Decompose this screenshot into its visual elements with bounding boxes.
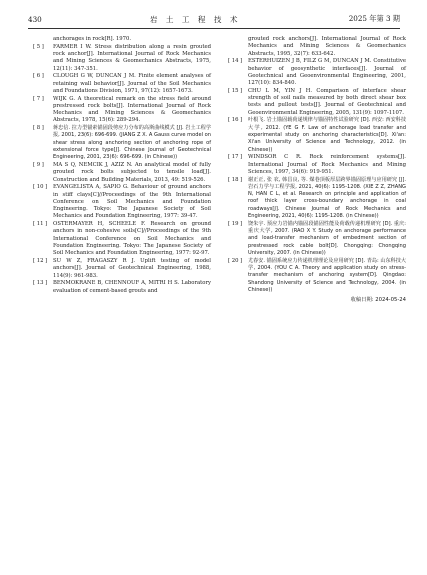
reference-text: BENMOKRANE B, CHENNOUF A, MITRI H S. Laboratory evaluation of cement-based grouts and [53,280,211,294]
reference-text: WINDSOR C R. Rock reinforcement systems[J]. International Journal of Rock Mechanics and Mining Sciences, 1997, 34(6): 919-951. [248,154,406,175]
reference-entry [228,177,406,221]
reference-text: OSTERMAYER H, SCHEELE F. Research on ground anchors in non-cohesive soils[C]//Proceedings of the 9th International Conference on Soil Mechanics and Foundation Engineering. Tokyo: The Japanese Society of Soil Mechanics and Foundation Engineering, 1977: 92-97. [53,221,211,257]
reference-text: FARMER I W. Stress distribution along a resin grouted rock anchor[J]. International Journal of Rock Mechanics and Mining Sciences & Geomechanics Abstracts, 1975, 12(11): 347-351. [53,43,211,72]
left-reference-column [33,36,211,295]
reference-number: [ 19 ] [228,220,243,227]
header-rule [28,28,400,29]
reference-number: [ 20 ] [228,257,243,264]
page-header [28,12,400,26]
reference-entry [33,96,211,125]
reference-text: 谢正正, 张 农, 韩昌良, 等. 煤巷顶板厚层跨界锚固原理与应用研究 [J]. 岩石力学与工程学报, 2021, 40(6): 1195-1208. (XIE Z Z, ZHANG N, HAN C L, et al. Research on principle and application of roof thick layer cross-boundary anchorage in coal roadways[J]. Chinese Journal of Rock Mechanics and Engineering, 2021, 40(6): 1195-1208. (in Chinese)) [248,176,406,220]
page-number: 430 [28,14,42,24]
reference-entry [228,258,406,294]
reference-text: CLOUGH G W, DUNCAN J M. Finite element analyses of retaining wall behavior[J]. Journal of the Soil Mechanics and Foundations Division, 1971, 97(12): 1657-1673. [53,73,211,94]
reference-number: [ 18 ] [228,176,243,183]
reference-entry [33,125,211,161]
reference-text: WIJK G. A theoretical remark on the stress field around prestressed rock bolts[J]. International Journal of Rock Mechanics and Mining Sciences & Geomechanics Abstracts, 1978, 15(6): 289-294. [53,95,211,124]
reference-entry [33,162,211,184]
reference-text: EVANGELISTA A, SAPIO G. Behaviour of ground anchors in stiff clays[C]//Proceedings of the 9th International Conference on Soil Mechanics and Foundation Engineering. Tokyo: The Japanese Society of Soil Mechanics and Foundation Engineering, 1977: 39-47. [53,184,211,220]
reference-entry [228,36,406,58]
reference-entry [228,58,406,87]
reference-number: [ 9 ] [33,162,44,168]
reference-number: [ 16 ] [228,117,243,124]
reference-text: SU W Z, FRAGASZY R J. Uplift testing of model anchors[J]. Journal of Geotechnical Engineering, 1988, 114(9): 961-983. [53,258,211,279]
reference-number: [ 12 ] [33,258,48,265]
reference-entry [33,44,211,73]
reference-text: CHU L M, YIN J H. Comparison of interface shear strength of soil nails measured by both direct shear box tests and pullout tests[J]. Journal of Geotechnical and Geoenvironmental Engineering, 2005, 131(9): 1097-1107. [248,87,406,116]
issue-label: 2025 年第 3 期 [348,14,400,23]
reference-number: [ 7 ] [33,95,44,102]
reference-text: 尤春安. 锚固系统应力传递机理理论及应用研究 [D]. 青岛: 山东科技大学, 2004. (YOU C A. Theory and application study on stress-transfer mechanism of anchoring system[D]. Qingdao: Shandong University of Science and Technology, 2004. (in Chinese)) [248,257,406,293]
reference-number: [ 8 ] [33,125,44,132]
reference-text: MA S Q, NEMCIK J, AZIZ N. An analytical model of fully grouted rock bolts subjected to tensile load[J]. Construction and Building Materials, 2013, 49: 519-526. [53,162,211,183]
reference-number: [ 11 ] [33,221,48,228]
reference-text: grouted rock anchors[J]. International Journal of Rock Mechanics and Mining Sciences & Geomechanics Abstracts, 1995, 32(7): 633-642. [248,36,406,57]
reference-number: [ 13 ] [33,280,48,287]
reference-entry [33,36,211,43]
reference-entry [228,117,406,153]
reference-entry [33,258,211,280]
right-reference-column [228,36,406,304]
reference-number: [ 10 ] [33,184,48,191]
reference-text: 蒋忠信. 拉力型锚索锚固段剪应力分布的高斯曲线模式 [J]. 岩土工程学报, 2001, 23(6): 696-699. (JIANG Z X. A Gauss curve model on shear stress along anchoring section of anchoring rope of extensional force type[J]. Chinese Journal of Geotechnical Engineering, 2001, 23(6): 696-699. (in Chinese)) [53,125,211,161]
reference-entry [33,280,211,295]
reference-entry [228,221,406,257]
reference-number: [ 17 ] [228,154,243,161]
journal-name: 岩 土 工 程 技 术 [149,14,241,24]
reference-number: [ 6 ] [33,73,44,80]
reference-entry [33,73,211,95]
reference-text: 饶朱宇. 预应力岩锚内锚固段锚固性能及荷载传递机理研究 [D]. 重庆: 重庆大学, 2007. (RAO X Y. Study on anchorage performance and load-transfer mechanism of embedment section of prestressed rock cable bolt[D]. Chongqing: Chongqing University, 2007. (in Chinese)) [248,220,406,256]
reference-number: [ 15 ] [228,87,243,94]
reference-entry [228,88,406,117]
reference-entry [228,154,406,176]
received-date: 收稿日期: 2024-05-24 [350,297,406,304]
reference-number: [ 5 ] [33,43,44,50]
reference-entry [33,221,211,257]
reference-text: ESTERHUIZEN J B, FILZ G M, DUNCAN J M. Constitutive behavior of geosynthetic interfaces[J]. Journal of Geotechnical and Geoenvironmental Engineering, 2001, 127(10): 834-840. [248,58,406,87]
reference-text: anchorages in rock[R]. 1970. [53,36,132,42]
reference-entry [33,184,211,220]
reference-number: [ 14 ] [228,58,243,65]
reference-text: 叶根飞. 岩土锚固载荷递规律与锚固特性试验研究 [D]. 西安: 西安科技大学, 2012. (YE G F. Law of anchorage load transfer and experimental study on anchoring characteristics[D]. Xi'an: Xi'an University of Science and Technology, 2012. (in Chinese)) [248,117,406,153]
